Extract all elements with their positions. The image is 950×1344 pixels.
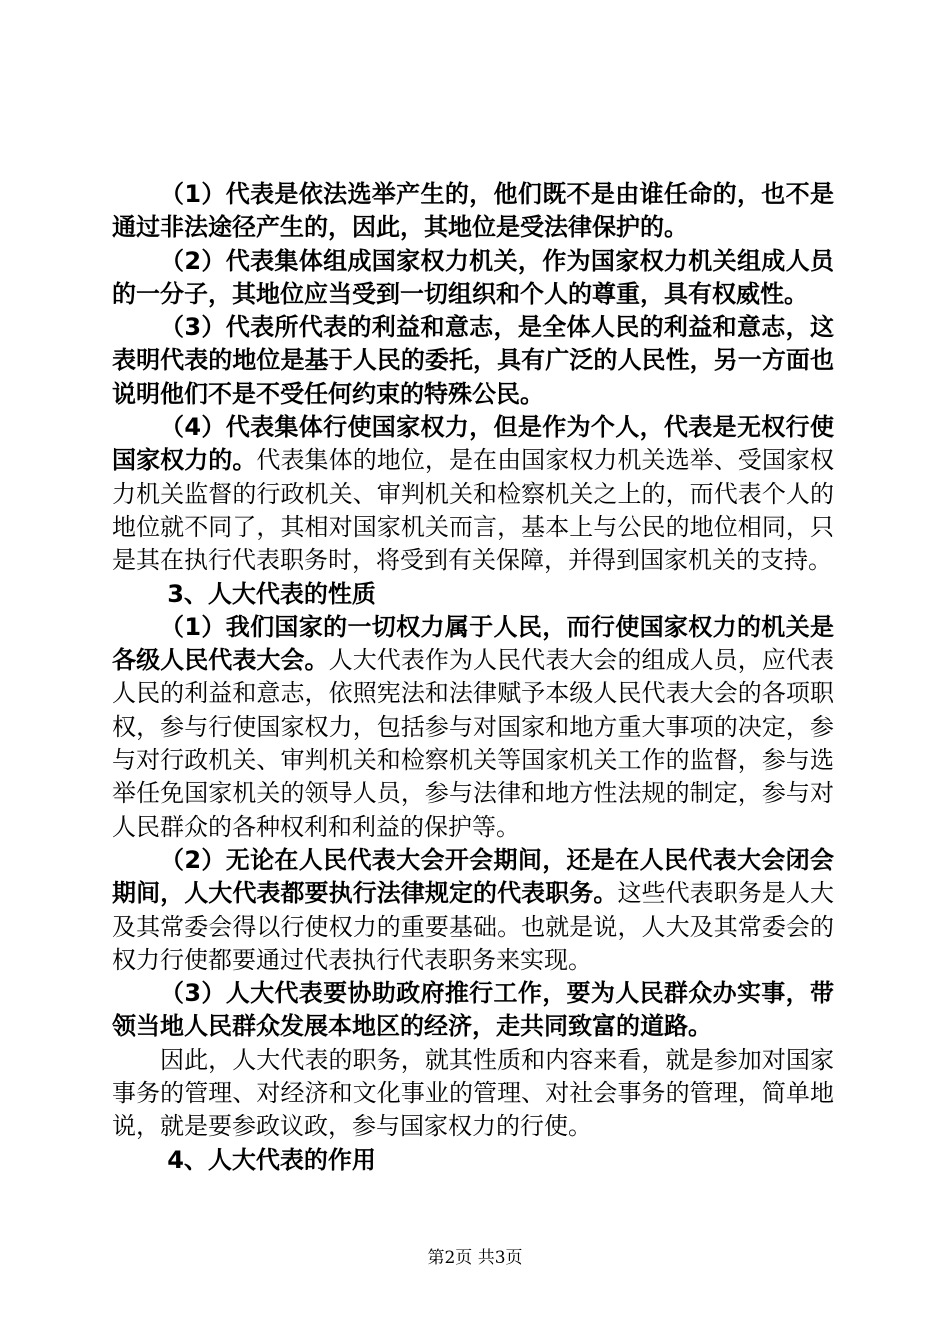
- paragraph-body: 代表集体的地位，是在由国家权力机关选举、受国家权力机关监督的行政机关、审判机关和检察机关之上的，而代表个人的地位就不同了，其相对国家机关而言，基本上与公民的地位相同，只是其在执行代表职务时，将受到有关保障，并得到国家机关的支持。: [112, 446, 835, 575]
- paragraph-body: 这些代表职务是人大及其常委会得以行使权力的重要基础。也就是说，人大及其常委会的权力行使都要通过代表执行代表职务来实现。: [112, 879, 835, 974]
- section-heading-3: 3、人大代表的性质: [167, 579, 376, 608]
- paragraph-body: 因此，人大代表的职务，就其性质和内容来看，就是参加对国家事务的管理、对经济和文化事业的管理、对社会事务的管理，简单地说，就是要参政议政，参与国家权力的行使。: [112, 1045, 834, 1141]
- paragraph-lead: （3）人大代表要协助政府推行工作，要为人民群众办实事，带领当地人民群众发展本地区的经济，走共同致富的道路。: [112, 979, 834, 1041]
- paragraph-status-1: [112, 178, 834, 245]
- paragraph-lead: （1）我们国家的一切权力属于人民，而行使国家权力的机关是各级人民代表大会。: [112, 612, 834, 675]
- paragraph-lead: （3）代表所代表的利益和意志，是全体人民的利益和意志，这表明代表的地位是基于人民的委托，具有广泛的人民性，另一方面也说明他们不是不受任何约束的特殊公民。: [112, 313, 834, 408]
- paragraph-body: 人大代表作为人民代表大会的组成人员，应代表人民的利益和意志，依照宪法和法律赋予本级人民代表大会的各项职权，参与行使国家权力，包括参与对国家和地方重大事项的决定，参与对行政机关、审判机关和检察机关等国家机关工作的监督，参与选举任免国家机关的领导人员，参与法律和地方性法规的制定，参与对人民群众的各种权利和利益的保护等。: [112, 646, 835, 841]
- page-footer: 第2页 共3页: [427, 1248, 523, 1268]
- paragraph-nature-3: [112, 977, 834, 1044]
- paragraph-nature-1: [112, 611, 834, 844]
- paragraph-status-4: [112, 411, 834, 577]
- paragraph-conclusion: [112, 1044, 834, 1144]
- paragraph-lead: （4）代表集体行使国家权力，但是作为个人，代表是无权行使国家权力的。: [112, 413, 834, 475]
- paragraph-status-2: [112, 245, 834, 312]
- document-body: [112, 178, 834, 1177]
- paragraph-lead: （2）代表集体组成国家权力机关，作为国家权力机关组成人员的一分子，其地位应当受到一切组织和个人的尊重，具有权威性。: [112, 246, 834, 308]
- paragraph-lead: （2）无论在人民代表大会开会期间，还是在人民代表大会闭会期间，人大代表都要执行法律规定的代表职务。: [112, 845, 834, 908]
- paragraph-lead: （1）代表是依法选举产生的，他们既不是由谁任命的，也不是通过非法途径产生的，因此，其地位是受法律保护的。: [112, 180, 834, 242]
- paragraph-nature-2: [112, 844, 834, 977]
- paragraph-status-3: [112, 311, 834, 411]
- section-heading-4: 4、人大代表的作用: [167, 1145, 376, 1174]
